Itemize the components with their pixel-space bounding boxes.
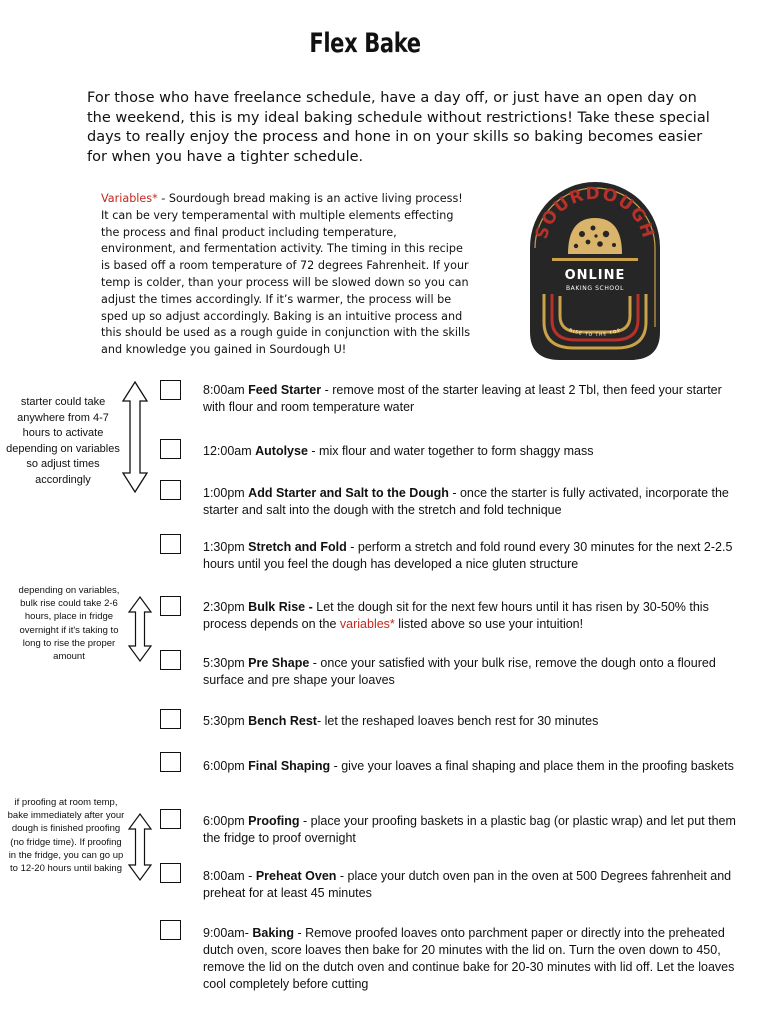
step-autolyse: 12:00am Autolyse - mix flour and water together to form shaggy mass <box>203 444 594 458</box>
step-baking: 9:00am- Baking - Remove proofed loaves onto parchment paper or directly into the preheated dutch oven, score loaves then bake for 20 minutes with the lid on. Turn the oven down to 450, remove the lid on the dutch oven and continue bake for 20-30 minutes with lid off. Let the loaves cool completely before cutting <box>203 926 735 991</box>
step-final-shaping: 6:00pm Final Shaping - give your loaves a final shaping and place them in the proofing baskets <box>203 759 734 773</box>
step-checkbox[interactable] <box>160 863 181 883</box>
step-proofing: 6:00pm Proofing - place your proofing baskets in a plastic bag (or plastic wrap) and let put them the fridge to proof overnight <box>203 814 736 845</box>
side-note-proofing: if proofing at room temp, bake immediately after your dough is finished proofing (no fridge time). If proofing in the fridge, you can go up to 12-20 hours until baking <box>7 797 125 875</box>
step-checkbox[interactable] <box>160 650 181 670</box>
step-checkbox[interactable] <box>160 380 181 400</box>
step-checkbox[interactable] <box>160 752 181 772</box>
step-checkbox[interactable] <box>160 809 181 829</box>
svg-text:BAKING SCHOOL: BAKING SCHOOL <box>565 285 625 292</box>
step-bulk-rise: 2:30pm Bulk Rise - Let the dough sit for the next few hours until it has risen by 30-50% this process depends on the variables* listed above so use your intuition! <box>203 600 709 631</box>
step-checkbox[interactable] <box>160 920 181 940</box>
side-note-bulk-rise: depending on variables, bulk rise could take 2-6 hours, place in fridge overnight if it's taking to long to rise the proper amount <box>18 585 120 663</box>
step-checkbox[interactable] <box>160 596 181 616</box>
variables-label: Variables* <box>101 192 158 205</box>
step-feed-starter: 8:00am Feed Starter - remove most of the starter leaving at least 2 Tbl, then feed your starter with flour and room temperature water <box>203 383 722 414</box>
step-preheat-oven: 8:00am - Preheat Oven - place your dutch oven pan in the oven at 500 Degrees fahrenheit and preheat for at least 45 minutes <box>203 869 732 900</box>
svg-text:SOURDOUGH: SOURDOUGH <box>531 183 659 242</box>
double-arrow-icon <box>121 381 149 493</box>
double-arrow-icon <box>128 813 152 881</box>
sourdough-online-logo <box>530 182 660 360</box>
step-add-starter-salt: 1:00pm Add Starter and Salt to the Dough - once the starter is fully activated, incorporate the starter and salt into the dough with the stretch and fold technique <box>203 486 729 517</box>
step-checkbox[interactable] <box>160 534 181 554</box>
svg-text:ONLINE: ONLINE <box>564 268 626 283</box>
step-checkbox[interactable] <box>160 439 181 459</box>
double-arrow-icon <box>128 596 152 662</box>
intro-paragraph: For those who have freelance schedule, have a day off, or just have an open day on the weekend, this is my ideal baking schedule without restrictions! Take these special days to really enjoy the process and hone in on your skills so baking becomes easier for when you have a tighter schedule. <box>87 90 710 165</box>
svg-text:RISE TO THE TOP: RISE TO THE TOP <box>568 328 622 339</box>
step-checkbox[interactable] <box>160 709 181 729</box>
step-pre-shape: 5:30pm Pre Shape - once your satisfied with your bulk rise, remove the dough onto a floured surface and pre shape your loaves <box>203 656 716 687</box>
step-bench-rest: 5:30pm Bench Rest- let the reshaped loaves bench rest for 30 minutes <box>203 714 599 728</box>
step-checkbox[interactable] <box>160 480 181 500</box>
variables-text: - Sourdough bread making is an active living process! It can be very temperamental with multiple elements effecting the process and final product including temperature, environment, and fermentation activity. The timing in this recipe is based off a room temperature of 72 degrees Fahrenheit. If your temp is colder, than your process will be slowed down so you can adjust the times accordingly. If it’s warmer, the process will be sped up so adjust accordingly. Baking is an intuitive process and this should be used as a rough guide in conjunction with the skills and knowledge you gained in Sourdough U! <box>101 192 471 357</box>
variables-paragraph <box>101 191 473 359</box>
side-note-starter: starter could take anywhere from 4-7 hours to activate depending on variables so adjust times accordingly <box>6 396 120 486</box>
page-title: Flex Bake <box>309 28 421 59</box>
step-stretch-and-fold: 1:30pm Stretch and Fold - perform a stretch and fold round every 30 minutes for the next 2-2.5 hours until you feel the dough has developed a nice gluten structure <box>203 540 733 571</box>
